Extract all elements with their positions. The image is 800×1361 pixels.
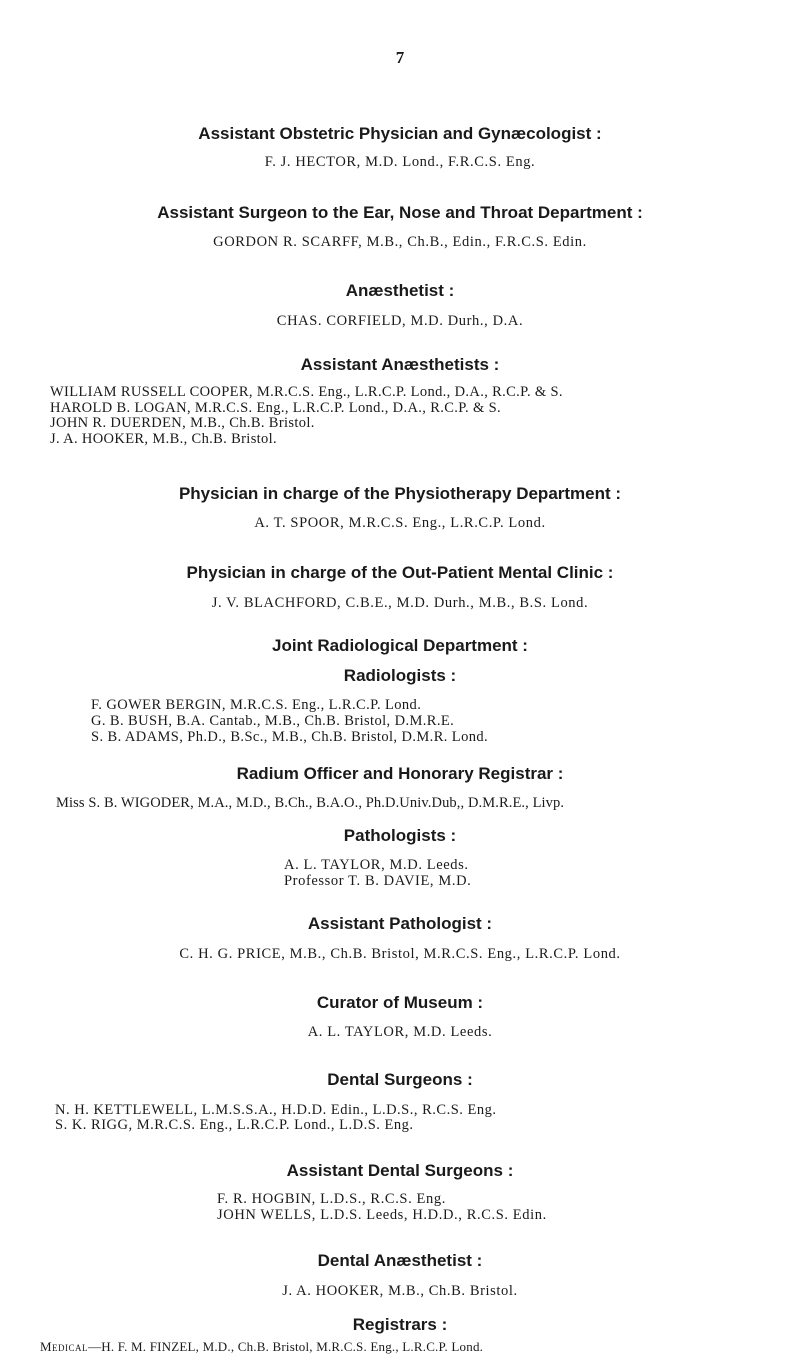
staff-entry: HAROLD B. LOGAN, M.R.C.S. Eng., L.R.C.P. Lond., D.A., R.C.P. & S.: [50, 400, 501, 416]
section-heading: Pathologists :: [343, 826, 457, 845]
section-heading: Curator of Museum :: [316, 993, 484, 1012]
staff-entry: S. K. RIGG, M.R.C.S. Eng., L.R.C.P. Lond., L.D.S. Eng.: [55, 1117, 414, 1133]
staff-entry: J. V. BLACHFORD, C.B.E., M.D. Durh., M.B., B.S. Lond.: [211, 595, 589, 611]
section-heading: Assistant Anæsthetists :: [300, 355, 500, 374]
section-heading: Radium Officer and Honorary Registrar :: [236, 764, 564, 783]
section-heading: Assistant Dental Surgeons :: [286, 1161, 514, 1180]
staff-entry: J. A. HOOKER, M.B., Ch.B. Bristol.: [50, 431, 278, 447]
registrar-label: Medical: [40, 1339, 89, 1354]
staff-entry: A. L. TAYLOR, M.D. Leeds.: [284, 857, 469, 873]
staff-entry: A. T. SPOOR, M.R.C.S. Eng., L.R.C.P. Lond.: [254, 515, 546, 531]
section-heading: Dental Surgeons :: [327, 1070, 473, 1089]
section-heading: Radiologists :: [343, 666, 457, 685]
staff-entry: N. H. KETTLEWELL, L.M.S.S.A., H.D.D. Edin., L.D.S., R.C.S. Eng.: [55, 1102, 497, 1118]
staff-entry: A. L. TAYLOR, M.D. Leeds.: [307, 1024, 493, 1040]
staff-entry: S. B. ADAMS, Ph.D., B.Sc., M.B., Ch.B. Bristol, D.M.R. Lond.: [91, 729, 489, 745]
page-number: 7: [395, 48, 405, 67]
staff-entry: C. H. G. PRICE, M.B., Ch.B. Bristol, M.R.C.S. Eng., L.R.C.P. Lond.: [179, 946, 621, 962]
section-heading: Physician in charge of the Physiotherapy Department :: [178, 484, 622, 503]
section-heading: Dental Anæsthetist :: [317, 1251, 483, 1270]
section-heading: Anæsthetist :: [345, 281, 455, 300]
section-heading: Assistant Surgeon to the Ear, Nose and Throat Department :: [157, 203, 643, 222]
staff-entry: CHAS. CORFIELD, M.D. Durh., D.A.: [276, 313, 524, 329]
staff-entry: F. R. HOGBIN, L.D.S., R.C.S. Eng.: [217, 1191, 446, 1207]
staff-entry: Miss S. B. WIGODER, M.A., M.D., B.Ch., B.A.O., Ph.D.Univ.Dub,, D.M.R.E., Livp.: [56, 795, 565, 811]
registrar-name: H. F. M. FINZEL, M.D., Ch.B. Bristol, M.R.C.S. Eng., L.R.C.P. Lond.: [101, 1339, 484, 1354]
staff-entry: WILLIAM RUSSELL COOPER, M.R.C.S. Eng., L.R.C.P. Lond., D.A., R.C.P. & S.: [50, 384, 563, 400]
staff-entry: F. GOWER BERGIN, M.R.C.S. Eng., L.R.C.P. Lond.: [91, 697, 422, 713]
staff-entry: GORDON R. SCARFF, M.B., Ch.B., Edin., F.R.C.S. Edin.: [213, 234, 587, 250]
staff-entry: JOHN R. DUERDEN, M.B., Ch.B. Bristol.: [50, 415, 315, 431]
staff-entry: JOHN WELLS, L.D.S. Leeds, H.D.D., R.C.S. Edin.: [217, 1207, 547, 1223]
staff-entry: G. B. BUSH, B.A. Cantab., M.B., Ch.B. Bristol, D.M.R.E.: [91, 713, 455, 729]
section-heading: Assistant Pathologist :: [307, 914, 493, 933]
section-heading: Joint Radiological Department :: [272, 636, 528, 655]
staff-entry: J. A. HOOKER, M.B., Ch.B. Bristol.: [282, 1283, 518, 1299]
section-heading: Registrars :: [352, 1315, 448, 1334]
staff-entry: F. J. HECTOR, M.D. Lond., F.R.C.S. Eng.: [264, 154, 536, 170]
section-heading: Assistant Obstetric Physician and Gynæcologist :: [198, 124, 602, 143]
registrar-separator: —: [88, 1339, 102, 1354]
section-heading: Physician in charge of the Out-Patient Mental Clinic :: [186, 563, 614, 582]
staff-entry: Professor T. B. DAVIE, M.D.: [284, 873, 472, 889]
